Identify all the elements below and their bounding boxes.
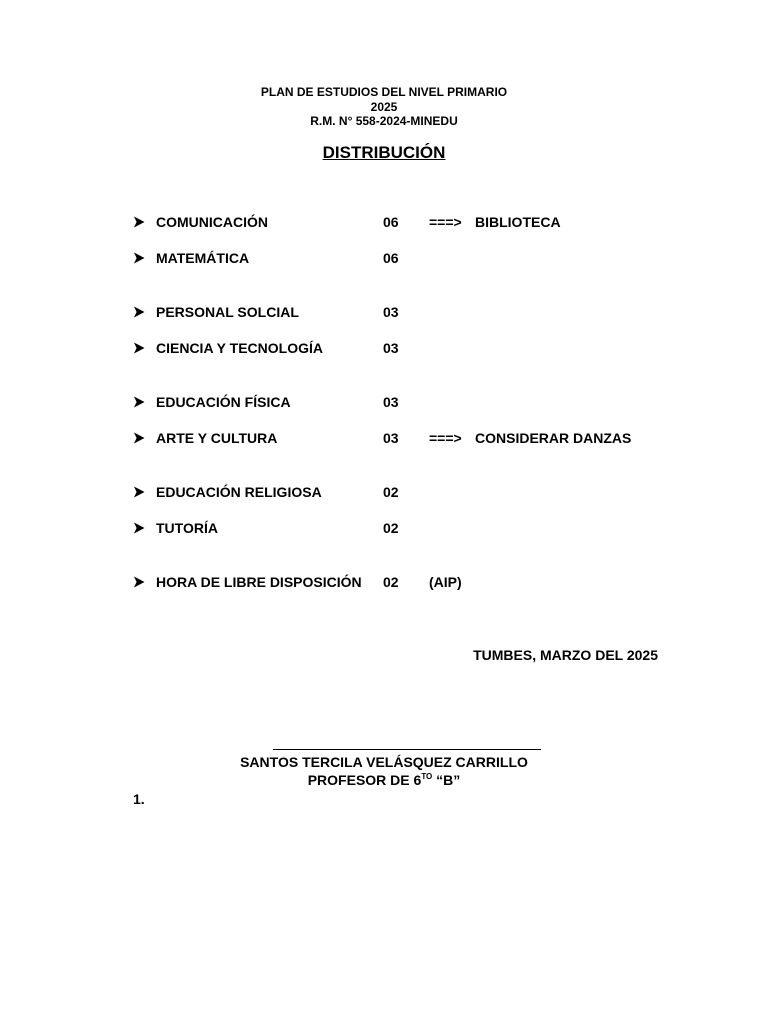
subject-row [0, 429, 768, 447]
subject-row [0, 213, 768, 231]
subject-hours: 03 [383, 430, 399, 446]
subject-arrow-text: ===> [429, 214, 462, 230]
subject-note: CONSIDERAR DANZAS [475, 430, 632, 446]
arrowhead-bullet-icon [133, 303, 147, 321]
subject-name: ARTE Y CULTURA [156, 430, 278, 446]
signer-name: SANTOS TERCILA VELÁSQUEZ CARRILLO [240, 754, 528, 770]
subject-name: MATEMÁTICA [156, 250, 250, 266]
subject-name: EDUCACIÓN RELIGIOSA [156, 484, 322, 500]
subject-arrow-text: ===> [429, 430, 462, 446]
subject-hours: 03 [383, 304, 399, 320]
arrowhead-bullet-icon [133, 483, 147, 501]
subject-name: HORA DE LIBRE DISPOSICIÓN [156, 574, 362, 590]
header-resolution-line: R.M. N° 558-2024-MINEDU [310, 114, 458, 128]
arrowhead-bullet-icon [133, 519, 147, 537]
signer-role-suffix: “B” [432, 772, 461, 788]
subject-row [0, 249, 768, 267]
header-plan-line: PLAN DE ESTUDIOS DEL NIVEL PRIMARIO [260, 85, 508, 99]
arrowhead-bullet-icon [133, 249, 147, 267]
subject-row [0, 573, 768, 591]
arrowhead-bullet-icon [133, 393, 147, 411]
signature-block [0, 753, 768, 789]
signer-role-prefix: PROFESOR DE 6 [307, 772, 422, 788]
subject-name: PERSONAL SOLCIAL [156, 304, 299, 320]
subject-hours: 02 [383, 484, 399, 500]
subject-hours: 02 [383, 520, 399, 536]
subject-row [0, 519, 768, 537]
arrowhead-bullet-icon [133, 339, 147, 357]
subject-hours: 03 [383, 394, 399, 410]
subject-hours: 02 [383, 574, 399, 590]
subject-row [0, 339, 768, 357]
document-header [0, 85, 768, 129]
signature-line [273, 749, 541, 750]
subject-row [0, 303, 768, 321]
subject-note: BIBLIOTECA [475, 214, 561, 230]
list-number: 1. [133, 791, 145, 807]
signer-role-superscript: TO [421, 772, 433, 781]
header-year-line: 2025 [370, 99, 398, 114]
subject-row [0, 393, 768, 411]
subject-name: CIENCIA Y TECNOLOGÍA [156, 340, 323, 356]
subject-row [0, 483, 768, 501]
arrowhead-bullet-icon [133, 213, 147, 231]
arrowhead-bullet-icon [133, 573, 147, 591]
subject-name: TUTORÍA [156, 520, 218, 536]
subject-hours: 06 [383, 214, 399, 230]
page-title: DISTRIBUCIÓN [322, 143, 446, 162]
place-date: TUMBES, MARZO DEL 2025 [473, 647, 658, 663]
subject-name: COMUNICACIÓN [156, 214, 268, 230]
subject-name: EDUCACIÓN FÍSICA [156, 394, 291, 410]
subject-hours: 03 [383, 340, 399, 356]
subject-arrow-text: (AIP) [429, 574, 462, 590]
subject-hours: 06 [383, 250, 399, 266]
arrowhead-bullet-icon [133, 429, 147, 447]
signer-role [0, 771, 768, 789]
